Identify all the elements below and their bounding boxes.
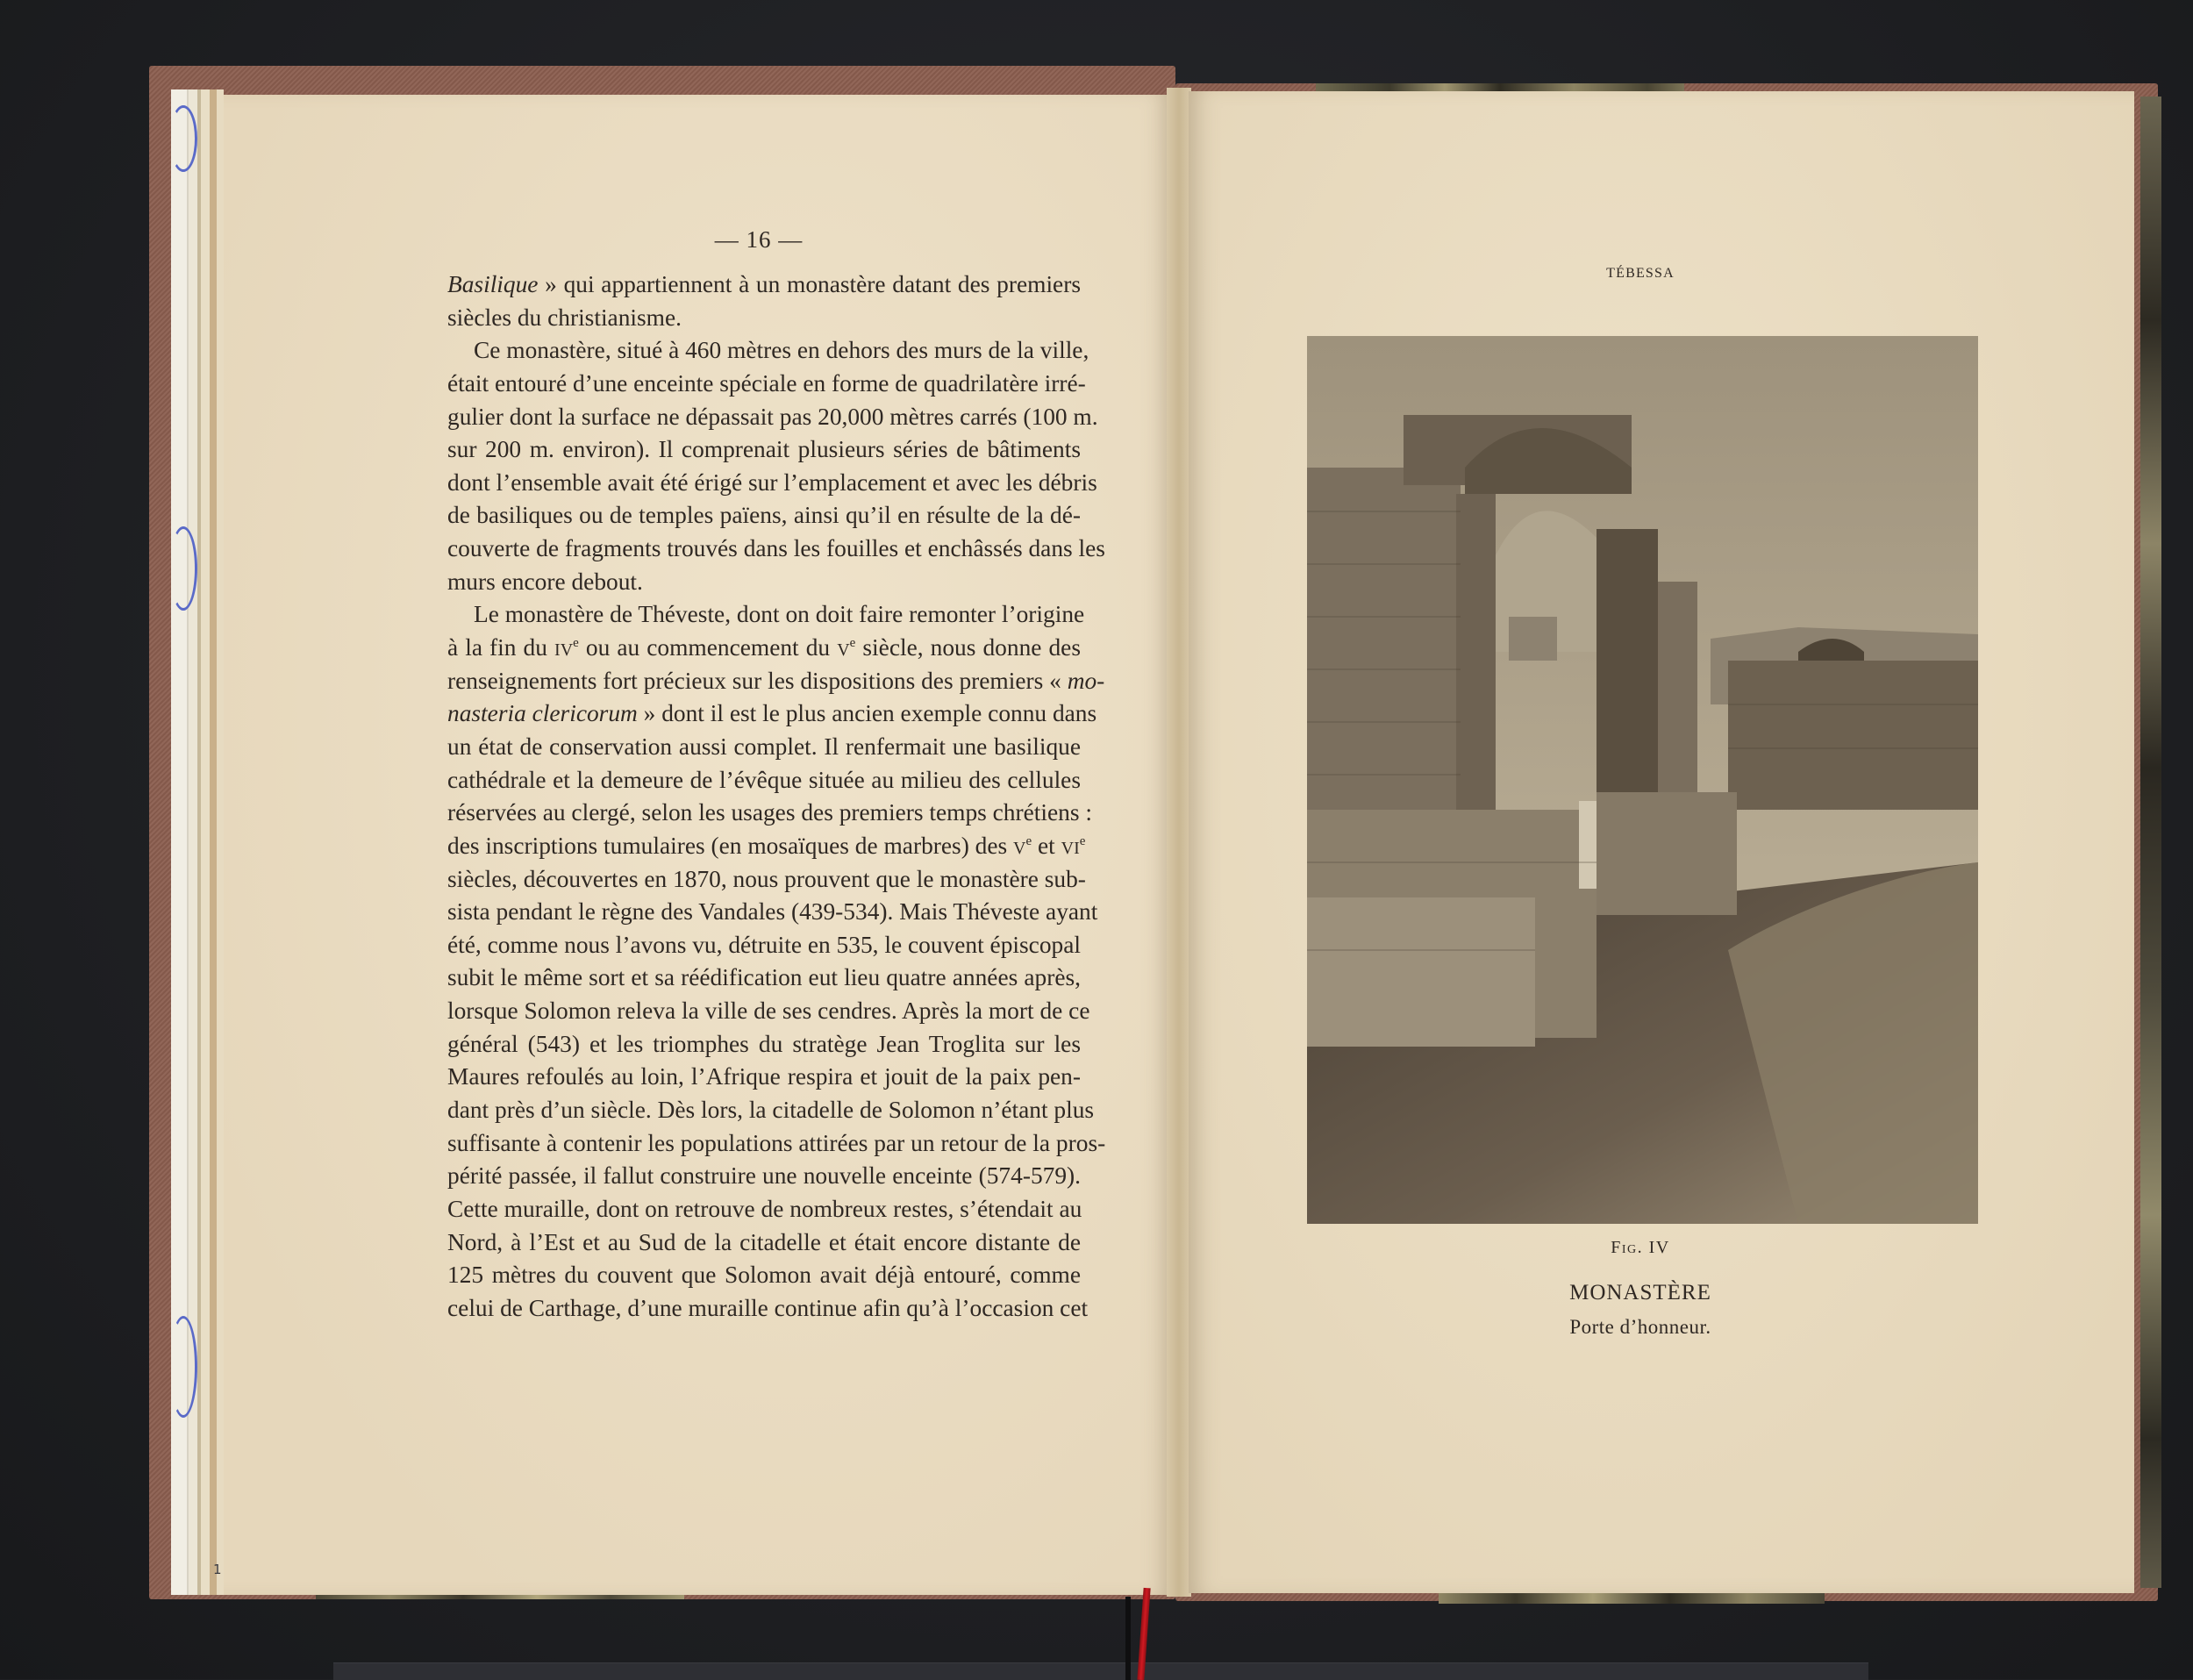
text-line xyxy=(447,896,1098,929)
text-line xyxy=(447,433,1081,467)
text-run: siècle, nous donne des xyxy=(855,634,1081,661)
text-line xyxy=(447,598,1085,632)
superscript: e xyxy=(573,635,579,650)
text-line xyxy=(447,929,1081,962)
text-run: général (543) et les triomphes du stratège Jean Troglita sur les xyxy=(447,1030,1081,1057)
text-line xyxy=(447,830,1086,863)
text-line xyxy=(447,533,1105,566)
text-run: sur 200 m. environ). Il comprenait plusieurs séries de bâtiments xyxy=(447,436,1081,463)
text-run: de basiliques ou de temples païens, ainsi qu’il en résulte de la dé- xyxy=(447,502,1081,529)
text-line xyxy=(447,1259,1081,1292)
blue-pen-mark xyxy=(169,105,197,172)
text-line xyxy=(447,1160,1081,1193)
text-line xyxy=(447,499,1081,533)
text-run: dont l’ensemble avait été érigé sur l’emplacement et avec les débris xyxy=(447,468,1097,496)
text-line xyxy=(447,334,1089,368)
text-run: » qui appartiennent à un monastère datant des premiers xyxy=(538,271,1081,297)
text-line xyxy=(447,665,1105,698)
text-line xyxy=(447,268,1081,302)
text-line xyxy=(447,401,1098,434)
text-run: des inscriptions tumulaires (en mosaïques de marbres) des xyxy=(447,832,1014,859)
figure-photograph xyxy=(1307,336,1978,1224)
text-run: siècles du christianisme. xyxy=(447,304,682,331)
text-run: lorsque Solomon releva la ville de ses cendres. Après la mort de ce xyxy=(447,997,1090,1025)
text-line xyxy=(447,1094,1095,1127)
text-run: V xyxy=(1013,838,1026,858)
edge-mark: 1 xyxy=(213,1562,222,1577)
figure-title: MONASTÈRE xyxy=(1569,1281,1711,1305)
text-line xyxy=(447,368,1086,401)
text-run: 125 mètres du couvent que Solomon avait déjà entouré, comme xyxy=(447,1262,1081,1289)
text-run: ou au commencement du xyxy=(578,634,838,661)
italic-text: Basilique xyxy=(447,271,539,297)
text-line xyxy=(447,764,1081,797)
text-run: celui de Carthage, d’une muraille continue afin qu’à l’occasion cet xyxy=(447,1294,1089,1321)
text-run: siècles, découvertes en 1870, nous prouvent que le monastère sub- xyxy=(447,865,1086,892)
book-gutter xyxy=(1167,88,1191,1597)
superscript: e xyxy=(849,635,856,650)
text-line xyxy=(447,1028,1081,1062)
ribbon-shadow xyxy=(1125,1597,1131,1680)
text-run: été, comme nous l’avons vu, détruite en 535, le couvent épiscopal xyxy=(447,931,1081,958)
text-run: murs encore debout. xyxy=(447,568,643,595)
text-run: suffisante à contenir les populations attirées par un retour de la pros- xyxy=(447,1129,1106,1156)
text-run: sista pendant le règne des Vandales (439-534). Mais Théveste ayant xyxy=(447,898,1098,926)
text-line xyxy=(447,731,1081,764)
text-run: à la fin du xyxy=(447,634,555,661)
italic-text: mo- xyxy=(1067,667,1105,694)
backing-board xyxy=(333,1662,1868,1680)
text-line xyxy=(447,1193,1081,1226)
text-line xyxy=(447,1127,1106,1161)
text-run: était entouré d’une enceinte spéciale en forme de quadrilatère irré- xyxy=(447,369,1086,397)
page-number: — 16 — xyxy=(714,226,804,253)
text-run: gulier dont la surface ne dépassait pas 20,000 mètres carrés (100 m. xyxy=(447,403,1098,430)
text-line xyxy=(447,1292,1089,1326)
text-line xyxy=(447,632,1081,665)
text-run: et xyxy=(1032,832,1061,859)
italic-text: nasteria clericorum xyxy=(447,700,638,727)
running-head: TÉBESSA xyxy=(1606,266,1675,281)
text-line xyxy=(447,697,1097,731)
text-run: couverte de fragments trouvés dans les fouilles et enchâssés dans les xyxy=(447,535,1105,562)
superscript: e xyxy=(1025,833,1032,848)
text-line xyxy=(447,1061,1081,1094)
text-run: Ce monastère, situé à 460 mètres en dehors des murs de la ville, xyxy=(474,337,1089,364)
text-run: dant près d’un siècle. Dès lors, la citadelle de Solomon n’étant plus xyxy=(447,1097,1095,1124)
text-run: renseignements fort précieux sur les dispositions des premiers « xyxy=(447,667,1068,694)
figure-label: Fig. IV xyxy=(1611,1238,1670,1257)
text-run: Le monastère de Théveste, dont on doit faire remonter l’origine xyxy=(474,601,1085,628)
blue-pen-mark xyxy=(169,526,197,611)
text-run: VI xyxy=(1061,838,1080,858)
text-run: V xyxy=(837,640,850,661)
figure-subtitle: Porte d’honneur. xyxy=(1569,1316,1711,1338)
text-line xyxy=(447,467,1097,500)
ruins-arch-image xyxy=(1307,336,1978,1224)
text-line xyxy=(447,995,1090,1028)
text-run: IV xyxy=(554,640,574,661)
text-line xyxy=(447,566,1081,599)
superscript: e xyxy=(1079,833,1086,848)
text-line xyxy=(447,302,1081,335)
text-line xyxy=(447,1226,1081,1260)
body-text xyxy=(447,268,1106,1326)
text-run: Cette muraille, dont on retrouve de nombreux restes, s’étendait au xyxy=(447,1195,1082,1222)
text-run: subit le même sort et sa réédification eut lieu quatre années après, xyxy=(447,964,1081,991)
text-run: réservées au clergé, selon les usages des premiers temps chrétiens : xyxy=(447,799,1092,826)
blue-pen-mark xyxy=(169,1316,197,1418)
text-line xyxy=(447,962,1081,995)
marbled-endpaper-right xyxy=(2140,97,2161,1588)
text-run: Nord, à l’Est et au Sud de la citadelle et était encore distante de xyxy=(447,1228,1081,1255)
text-run: un état de conservation aussi complet. Il renfermait une basilique xyxy=(447,733,1081,760)
text-run: Maures refoulés au loin, l’Afrique respira et jouit de la paix pen- xyxy=(447,1063,1081,1090)
text-run: périté passée, il fallut construire une nouvelle enceinte (574-579). xyxy=(447,1162,1081,1190)
text-run: cathédrale et la demeure de l’évêque située au milieu des cellules xyxy=(447,766,1081,793)
text-line xyxy=(447,797,1092,830)
text-line xyxy=(447,863,1086,897)
text-run: » dont il est le plus ancien exemple connu dans xyxy=(637,700,1097,727)
